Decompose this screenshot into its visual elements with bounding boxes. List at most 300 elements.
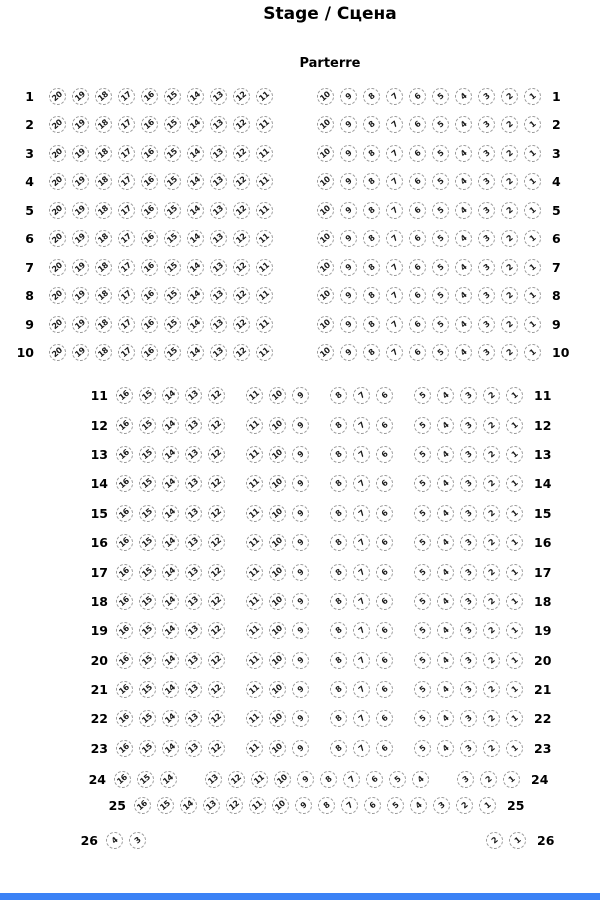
seat[interactable] (207, 228, 230, 250)
seat[interactable] (230, 285, 253, 307)
seat[interactable] (360, 85, 383, 107)
seat[interactable] (243, 414, 266, 436)
seat[interactable] (406, 85, 429, 107)
seat[interactable] (136, 590, 159, 612)
seat[interactable] (521, 285, 544, 307)
seat[interactable] (113, 737, 136, 759)
seat[interactable] (243, 708, 266, 730)
seat[interactable] (113, 708, 136, 730)
seat[interactable] (434, 649, 457, 671)
seat[interactable] (350, 649, 373, 671)
seat[interactable] (429, 199, 452, 221)
seat[interactable] (253, 199, 276, 221)
seat[interactable] (498, 114, 521, 136)
seat[interactable] (406, 256, 429, 278)
seat[interactable] (182, 414, 205, 436)
seat[interactable] (289, 590, 312, 612)
seat[interactable] (434, 502, 457, 524)
seat[interactable] (429, 85, 452, 107)
seat[interactable] (253, 342, 276, 364)
seat[interactable] (266, 679, 289, 701)
seat[interactable] (115, 228, 138, 250)
seat[interactable] (350, 532, 373, 554)
seat[interactable] (314, 285, 337, 307)
seat[interactable] (434, 561, 457, 583)
seat[interactable] (503, 385, 526, 407)
seat[interactable] (136, 385, 159, 407)
seat[interactable] (498, 342, 521, 364)
seat[interactable] (113, 649, 136, 671)
seat[interactable] (205, 708, 228, 730)
seat[interactable] (205, 561, 228, 583)
seat[interactable] (480, 737, 503, 759)
seat[interactable] (503, 561, 526, 583)
seat[interactable] (475, 285, 498, 307)
seat[interactable] (429, 171, 452, 193)
seat[interactable] (230, 114, 253, 136)
seat[interactable] (289, 561, 312, 583)
seat[interactable] (111, 768, 134, 790)
seat[interactable] (46, 171, 69, 193)
seat[interactable] (452, 114, 475, 136)
seat[interactable] (503, 502, 526, 524)
seat[interactable] (411, 708, 434, 730)
seat[interactable] (327, 679, 350, 701)
seat[interactable] (184, 199, 207, 221)
seat[interactable] (360, 114, 383, 136)
seat[interactable] (205, 737, 228, 759)
seat[interactable] (350, 620, 373, 642)
seat[interactable] (92, 199, 115, 221)
seat[interactable] (115, 342, 138, 364)
seat[interactable] (503, 414, 526, 436)
seat[interactable] (337, 342, 360, 364)
seat[interactable] (159, 443, 182, 465)
seat[interactable] (434, 532, 457, 554)
seat[interactable] (457, 649, 480, 671)
seat[interactable] (327, 443, 350, 465)
seat[interactable] (138, 285, 161, 307)
seat[interactable] (243, 443, 266, 465)
seat[interactable] (373, 473, 396, 495)
seat[interactable] (46, 114, 69, 136)
seat[interactable] (115, 85, 138, 107)
seat[interactable] (46, 142, 69, 164)
seat[interactable] (452, 171, 475, 193)
seat[interactable] (243, 649, 266, 671)
seat[interactable] (136, 414, 159, 436)
seat[interactable] (411, 679, 434, 701)
seat[interactable] (243, 679, 266, 701)
seat[interactable] (498, 313, 521, 335)
seat[interactable] (205, 532, 228, 554)
seat[interactable] (69, 228, 92, 250)
seat[interactable] (46, 256, 69, 278)
seat[interactable] (383, 285, 406, 307)
seat[interactable] (452, 85, 475, 107)
seat[interactable] (159, 532, 182, 554)
seat[interactable] (161, 256, 184, 278)
seat[interactable] (266, 443, 289, 465)
seat[interactable] (384, 794, 407, 816)
seat[interactable] (266, 473, 289, 495)
seat[interactable] (411, 502, 434, 524)
seat[interactable] (230, 142, 253, 164)
seat[interactable] (159, 737, 182, 759)
seat[interactable] (327, 385, 350, 407)
seat[interactable] (159, 590, 182, 612)
seat[interactable] (373, 679, 396, 701)
seat[interactable] (159, 561, 182, 583)
seat[interactable] (113, 590, 136, 612)
seat[interactable] (92, 313, 115, 335)
seat[interactable] (383, 342, 406, 364)
seat[interactable] (411, 561, 434, 583)
seat[interactable] (205, 473, 228, 495)
seat[interactable] (350, 561, 373, 583)
seat[interactable] (457, 414, 480, 436)
seat[interactable] (503, 620, 526, 642)
seat[interactable] (475, 199, 498, 221)
seat[interactable] (266, 532, 289, 554)
seat[interactable] (223, 794, 246, 816)
seat[interactable] (161, 313, 184, 335)
seat[interactable] (202, 768, 225, 790)
seat[interactable] (289, 443, 312, 465)
seat[interactable] (475, 142, 498, 164)
seat[interactable] (360, 313, 383, 335)
seat[interactable] (182, 443, 205, 465)
seat[interactable] (289, 649, 312, 671)
seat[interactable] (205, 620, 228, 642)
seat[interactable] (205, 502, 228, 524)
seat[interactable] (230, 342, 253, 364)
seat[interactable] (314, 142, 337, 164)
seat[interactable] (406, 313, 429, 335)
seat[interactable] (314, 199, 337, 221)
seat[interactable] (383, 114, 406, 136)
seat[interactable] (207, 114, 230, 136)
seat[interactable] (475, 256, 498, 278)
seat[interactable] (434, 414, 457, 436)
seat[interactable] (69, 114, 92, 136)
seat[interactable] (184, 85, 207, 107)
seat[interactable] (159, 385, 182, 407)
seat[interactable] (289, 737, 312, 759)
seat[interactable] (480, 385, 503, 407)
seat[interactable] (69, 285, 92, 307)
seat[interactable] (406, 171, 429, 193)
seat[interactable] (113, 561, 136, 583)
seat[interactable] (92, 256, 115, 278)
seat[interactable] (159, 708, 182, 730)
seat[interactable] (457, 737, 480, 759)
seat[interactable] (266, 414, 289, 436)
seat[interactable] (159, 414, 182, 436)
seat[interactable] (429, 228, 452, 250)
seat[interactable] (430, 794, 453, 816)
seat[interactable] (184, 342, 207, 364)
seat[interactable] (314, 85, 337, 107)
seat[interactable] (457, 502, 480, 524)
seat[interactable] (360, 342, 383, 364)
seat[interactable] (138, 256, 161, 278)
seat[interactable] (205, 443, 228, 465)
seat[interactable] (480, 649, 503, 671)
seat[interactable] (161, 85, 184, 107)
seat[interactable] (126, 829, 149, 851)
seat[interactable] (480, 679, 503, 701)
seat[interactable] (521, 228, 544, 250)
seat[interactable] (406, 228, 429, 250)
seat[interactable] (69, 142, 92, 164)
seat[interactable] (159, 502, 182, 524)
seat[interactable] (475, 114, 498, 136)
seat[interactable] (182, 590, 205, 612)
seat[interactable] (159, 679, 182, 701)
seat[interactable] (113, 620, 136, 642)
seat[interactable] (136, 679, 159, 701)
seat[interactable] (337, 285, 360, 307)
seat[interactable] (115, 114, 138, 136)
seat[interactable] (363, 768, 386, 790)
seat[interactable] (373, 708, 396, 730)
seat[interactable] (434, 385, 457, 407)
seat[interactable] (253, 85, 276, 107)
seat[interactable] (138, 85, 161, 107)
seat[interactable] (337, 199, 360, 221)
seat[interactable] (243, 502, 266, 524)
seat[interactable] (411, 443, 434, 465)
seat[interactable] (138, 114, 161, 136)
seat[interactable] (483, 829, 506, 851)
seat[interactable] (182, 473, 205, 495)
seat[interactable] (207, 142, 230, 164)
seat[interactable] (248, 768, 271, 790)
seat[interactable] (337, 171, 360, 193)
seat[interactable] (500, 768, 523, 790)
seat[interactable] (350, 473, 373, 495)
seat[interactable] (243, 385, 266, 407)
seat[interactable] (69, 342, 92, 364)
seat[interactable] (92, 228, 115, 250)
seat[interactable] (207, 199, 230, 221)
seat[interactable] (407, 794, 430, 816)
seat[interactable] (429, 114, 452, 136)
seat[interactable] (207, 171, 230, 193)
seat[interactable] (429, 285, 452, 307)
seat[interactable] (314, 171, 337, 193)
seat[interactable] (289, 679, 312, 701)
seat[interactable] (452, 313, 475, 335)
seat[interactable] (161, 114, 184, 136)
seat[interactable] (503, 708, 526, 730)
seat[interactable] (115, 171, 138, 193)
seat[interactable] (113, 385, 136, 407)
seat[interactable] (253, 285, 276, 307)
seat[interactable] (327, 620, 350, 642)
seat[interactable] (454, 768, 477, 790)
seat[interactable] (205, 679, 228, 701)
seat[interactable] (350, 708, 373, 730)
seat[interactable] (289, 532, 312, 554)
seat[interactable] (205, 414, 228, 436)
seat[interactable] (411, 532, 434, 554)
seat[interactable] (314, 256, 337, 278)
seat[interactable] (314, 342, 337, 364)
seat[interactable] (429, 142, 452, 164)
seat[interactable] (350, 737, 373, 759)
seat[interactable] (161, 171, 184, 193)
seat[interactable] (113, 414, 136, 436)
seat[interactable] (314, 114, 337, 136)
seat[interactable] (266, 737, 289, 759)
seat[interactable] (434, 737, 457, 759)
seat[interactable] (360, 171, 383, 193)
seat[interactable] (113, 443, 136, 465)
seat[interactable] (266, 502, 289, 524)
seat[interactable] (429, 342, 452, 364)
seat[interactable] (457, 532, 480, 554)
seat[interactable] (243, 473, 266, 495)
seat[interactable] (457, 708, 480, 730)
seat[interactable] (266, 385, 289, 407)
seat[interactable] (200, 794, 223, 816)
seat[interactable] (457, 443, 480, 465)
seat[interactable] (92, 142, 115, 164)
seat[interactable] (136, 708, 159, 730)
seat[interactable] (475, 228, 498, 250)
seat[interactable] (159, 620, 182, 642)
seat[interactable] (383, 171, 406, 193)
seat[interactable] (184, 142, 207, 164)
seat[interactable] (383, 256, 406, 278)
seat[interactable] (480, 590, 503, 612)
seat[interactable] (182, 708, 205, 730)
seat[interactable] (476, 794, 499, 816)
seat[interactable] (457, 679, 480, 701)
seat[interactable] (457, 561, 480, 583)
seat[interactable] (327, 414, 350, 436)
seat[interactable] (373, 590, 396, 612)
seat[interactable] (289, 502, 312, 524)
seat[interactable] (289, 385, 312, 407)
seat[interactable] (337, 313, 360, 335)
seat[interactable] (406, 199, 429, 221)
seat[interactable] (503, 473, 526, 495)
seat[interactable] (205, 649, 228, 671)
seat[interactable] (498, 285, 521, 307)
seat[interactable] (503, 532, 526, 554)
seat[interactable] (373, 649, 396, 671)
seat[interactable] (498, 199, 521, 221)
seat[interactable] (314, 228, 337, 250)
seat[interactable] (521, 313, 544, 335)
seat[interactable] (230, 313, 253, 335)
seat[interactable] (360, 256, 383, 278)
seat[interactable] (480, 473, 503, 495)
seat[interactable] (243, 737, 266, 759)
seat[interactable] (182, 679, 205, 701)
seat[interactable] (184, 114, 207, 136)
seat[interactable] (406, 142, 429, 164)
seat[interactable] (411, 473, 434, 495)
seat[interactable] (177, 794, 200, 816)
seat[interactable] (337, 256, 360, 278)
seat[interactable] (503, 737, 526, 759)
seat[interactable] (136, 649, 159, 671)
seat[interactable] (411, 590, 434, 612)
seat[interactable] (411, 620, 434, 642)
seat[interactable] (207, 256, 230, 278)
seat[interactable] (480, 502, 503, 524)
seat[interactable] (434, 473, 457, 495)
seat[interactable] (230, 171, 253, 193)
seat[interactable] (521, 256, 544, 278)
seat[interactable] (373, 561, 396, 583)
seat[interactable] (360, 228, 383, 250)
seat[interactable] (452, 256, 475, 278)
seat[interactable] (406, 114, 429, 136)
seat[interactable] (207, 85, 230, 107)
seat[interactable] (480, 620, 503, 642)
seat[interactable] (452, 228, 475, 250)
seat[interactable] (350, 443, 373, 465)
seat[interactable] (136, 532, 159, 554)
seat[interactable] (361, 794, 384, 816)
seat[interactable] (452, 142, 475, 164)
seat[interactable] (266, 649, 289, 671)
seat[interactable] (159, 473, 182, 495)
seat[interactable] (269, 794, 292, 816)
seat[interactable] (69, 85, 92, 107)
seat[interactable] (373, 532, 396, 554)
seat[interactable] (289, 708, 312, 730)
seat[interactable] (409, 768, 432, 790)
seat[interactable] (92, 171, 115, 193)
seat[interactable] (136, 737, 159, 759)
seat[interactable] (266, 590, 289, 612)
seat[interactable] (115, 256, 138, 278)
seat[interactable] (115, 285, 138, 307)
seat[interactable] (113, 532, 136, 554)
seat[interactable] (498, 256, 521, 278)
seat[interactable] (289, 620, 312, 642)
seat[interactable] (182, 649, 205, 671)
seat[interactable] (46, 313, 69, 335)
seat[interactable] (92, 285, 115, 307)
seat[interactable] (184, 171, 207, 193)
seat[interactable] (506, 829, 529, 851)
seat[interactable] (266, 620, 289, 642)
seat[interactable] (411, 649, 434, 671)
seat[interactable] (457, 590, 480, 612)
seat[interactable] (327, 473, 350, 495)
seat[interactable] (69, 256, 92, 278)
seat[interactable] (253, 142, 276, 164)
seat[interactable] (327, 561, 350, 583)
seat[interactable] (503, 443, 526, 465)
seat[interactable] (92, 342, 115, 364)
seat[interactable] (350, 590, 373, 612)
seat[interactable] (182, 385, 205, 407)
seat[interactable] (184, 256, 207, 278)
seat[interactable] (480, 561, 503, 583)
seat[interactable] (161, 199, 184, 221)
seat[interactable] (159, 649, 182, 671)
seat[interactable] (207, 342, 230, 364)
seat[interactable] (337, 228, 360, 250)
